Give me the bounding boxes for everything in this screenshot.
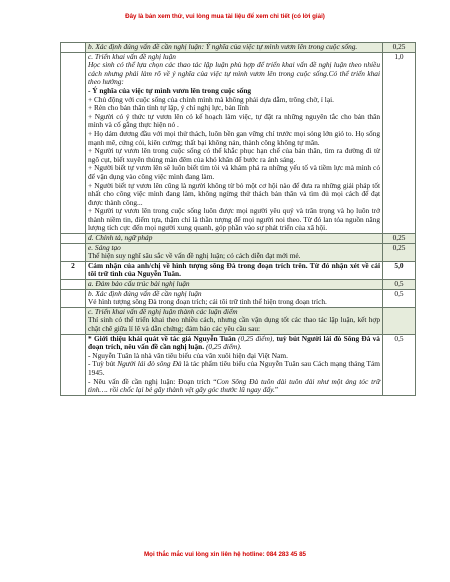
table-row [61, 289, 416, 307]
criterion-intro: Học sinh có thể lựa chọn các thao tác lập luận phù hợp để triển khai vấn đề nghị luận theo nhiều cách nhưng phải làm rõ về ý nghĩa của việc tự mình vươn lên trong cuộc sống.Có thể triển khai theo hướng: [88, 60, 380, 87]
list-item: - Nguyễn Tuân là nhà văn tiêu biểu của văn xuôi hiện đại Việt Nam. [88, 350, 288, 360]
section-heading: - Ý nghĩa của việc tự mình vươn lên trong cuộc sống [88, 85, 252, 95]
criterion-body: Thí sinh có thể triển khai theo nhiều cách, nhưng cần vận dụng tốt các thao tác lập luận, kết hợp chặt chẽ giữa lí lẽ và dẫn chứng; đảm bảo các yêu cầu sau: [88, 315, 380, 333]
criterion-cell [86, 307, 383, 334]
criterion-title: c. Triển khai vấn đề nghị luận thành các luận điểm [88, 306, 238, 316]
table-row [61, 52, 416, 233]
score-cell: 1,0 [383, 52, 416, 233]
score-cell: 5,0 [383, 261, 416, 279]
criterion-body: Thể hiện suy nghĩ sâu sắc về vấn đề nghị luận; có cách diễn đạt mới mẻ. [88, 251, 301, 261]
list-item: + Rèn cho bản thân tính tự lập, ý chí nghị lực, bản lĩnh [88, 103, 249, 113]
list-item: + Người biết tự vươn lên sẽ luôn biết tìm tòi và khám phá ra những yếu tố và tiềm lực mà mình có để vận dụng vào công việc mình đang làm. [88, 163, 380, 181]
table-row [61, 334, 416, 395]
table-row [61, 43, 416, 53]
list-item: + Người tự vươn lên trong cuộc sống luôn được mọi người yêu quý và trân trọng và họ luôn trở thành niềm tin, điểm tựa, thậm chí là thần tượng để mọi người noi theo. Từ đó lan tỏa nguồn năng lượng tích cực đến mọi người xung quanh, góp phần vào sự phát triển của xã hội. [88, 206, 380, 233]
criterion-cell [86, 234, 383, 244]
section-heading: * Giới thiệu khái quát về tác giả Nguyễn Tuân (0,25 điểm), tuỳ bút Người lái đò Sông Đà và đoạn trích, nêu vấn đề cần nghị luận. (0,25 điểm). [88, 333, 380, 352]
score-cell: 0,25 [383, 234, 416, 244]
criterion-text: a. Đảm bảo cấu trúc bài nghị luận [88, 279, 190, 289]
score-cell: 0,5 [383, 280, 416, 290]
criterion-cell [86, 334, 383, 395]
list-item: - Tuỳ bút Người lái đò sông Đà là tác phẩm tiêu biểu của Nguyễn Tuân sau Cách mạng tháng Tám 1945. [88, 359, 381, 377]
criterion-cell [86, 280, 383, 290]
criterion-title: c. Triển khai vấn đề nghị luận [88, 51, 176, 61]
score-cell: 0,25 [383, 243, 416, 261]
criterion-cell [86, 289, 383, 307]
list-item: - Nêu vấn đề cần nghị luận: Đoạn trích “Con Sông Đà tuôn dài tuôn dài như một áng tóc trữ tình…. rồi chốc lại bẻ gãy thành vệt gãy góc thước lũ ngay đấy.” [88, 376, 380, 395]
table-row [61, 261, 416, 279]
question-number: 2 [61, 261, 86, 279]
list-item: + Họ dám đương đầu với mọi thử thách, luôn bền gan vững chí trước mọi sóng lớn gió to. Họ sống mạnh mẽ, cứng cỏi, kiên cường; thất bại không nản, thành công không tự mãn. [88, 128, 380, 147]
table-row [61, 243, 416, 261]
table-row [61, 234, 416, 244]
list-item: + Người tự vươn lên trong cuộc sống có thể khắc phục hạn chế của bản thân, tìm ra đường đi từ ngõ cụt, biết xuyên thủng màn đêm của khó khăn để bước ra ánh sáng. [88, 146, 380, 164]
question-cell [86, 261, 383, 279]
criterion-text: d. Chính tả, ngữ pháp [88, 233, 153, 243]
criterion-title: e. Sáng tạo [88, 242, 121, 252]
criterion-cell [86, 52, 383, 233]
list-item: + Người có ý thức tự vươn lên có kế hoạch làm việc, tự đặt ra những nguyên tắc cho bản thân mình và cố gắng thực hiện nó . [88, 111, 380, 130]
criterion-text: b. Xác định đúng vấn đề cần nghị luận: Ý nghĩa của việc tự mình vươn lên trong cuộc sống. [88, 42, 358, 51]
question-text: Cảm nhận của anh/chị về hình tượng sông Đà trong đoạn trích trên. Từ đó nhận xét về cái tôi trữ tình của Nguyễn Tuân. [88, 260, 380, 279]
criterion-cell [86, 243, 383, 261]
score-cell: 0,25 [383, 43, 416, 53]
table-row [61, 280, 416, 290]
criterion-cell [86, 43, 383, 53]
table-row [61, 307, 416, 334]
list-item: + Chủ động với cuộc sống của chính mình mà không phải dựa dẫm, trông chờ, ỉ lại. [88, 94, 334, 104]
preview-banner: Đây là bản xem thử, vui lòng mua tài liệu để xem chi tiết (có lời giải) [125, 13, 325, 20]
criterion-body: Vẻ hình tượng sông Đà trong đoạn trích; cái tôi trữ tình thể hiện trong đoạn trích. [88, 297, 327, 307]
score-cell: 0,5 [383, 334, 416, 395]
list-item: + Người biết tự vươn lên cũng là người không từ bỏ một cơ hội nào để đưa ra những giải pháp tốt nhất cho công việc mình đang làm, không ngừng thử thách bản thân và tìm đủ mọi cách để đạt được thành công... [88, 180, 380, 207]
criterion-title: b. Xác định đúng vấn đề cần nghị luận [88, 288, 202, 298]
score-cell: 0,5 [383, 289, 416, 307]
answer-table [60, 42, 416, 396]
hotline-footer: Mọi thắc mắc vui lòng xin liên hệ hotline: 084 283 45 85 [144, 551, 306, 558]
